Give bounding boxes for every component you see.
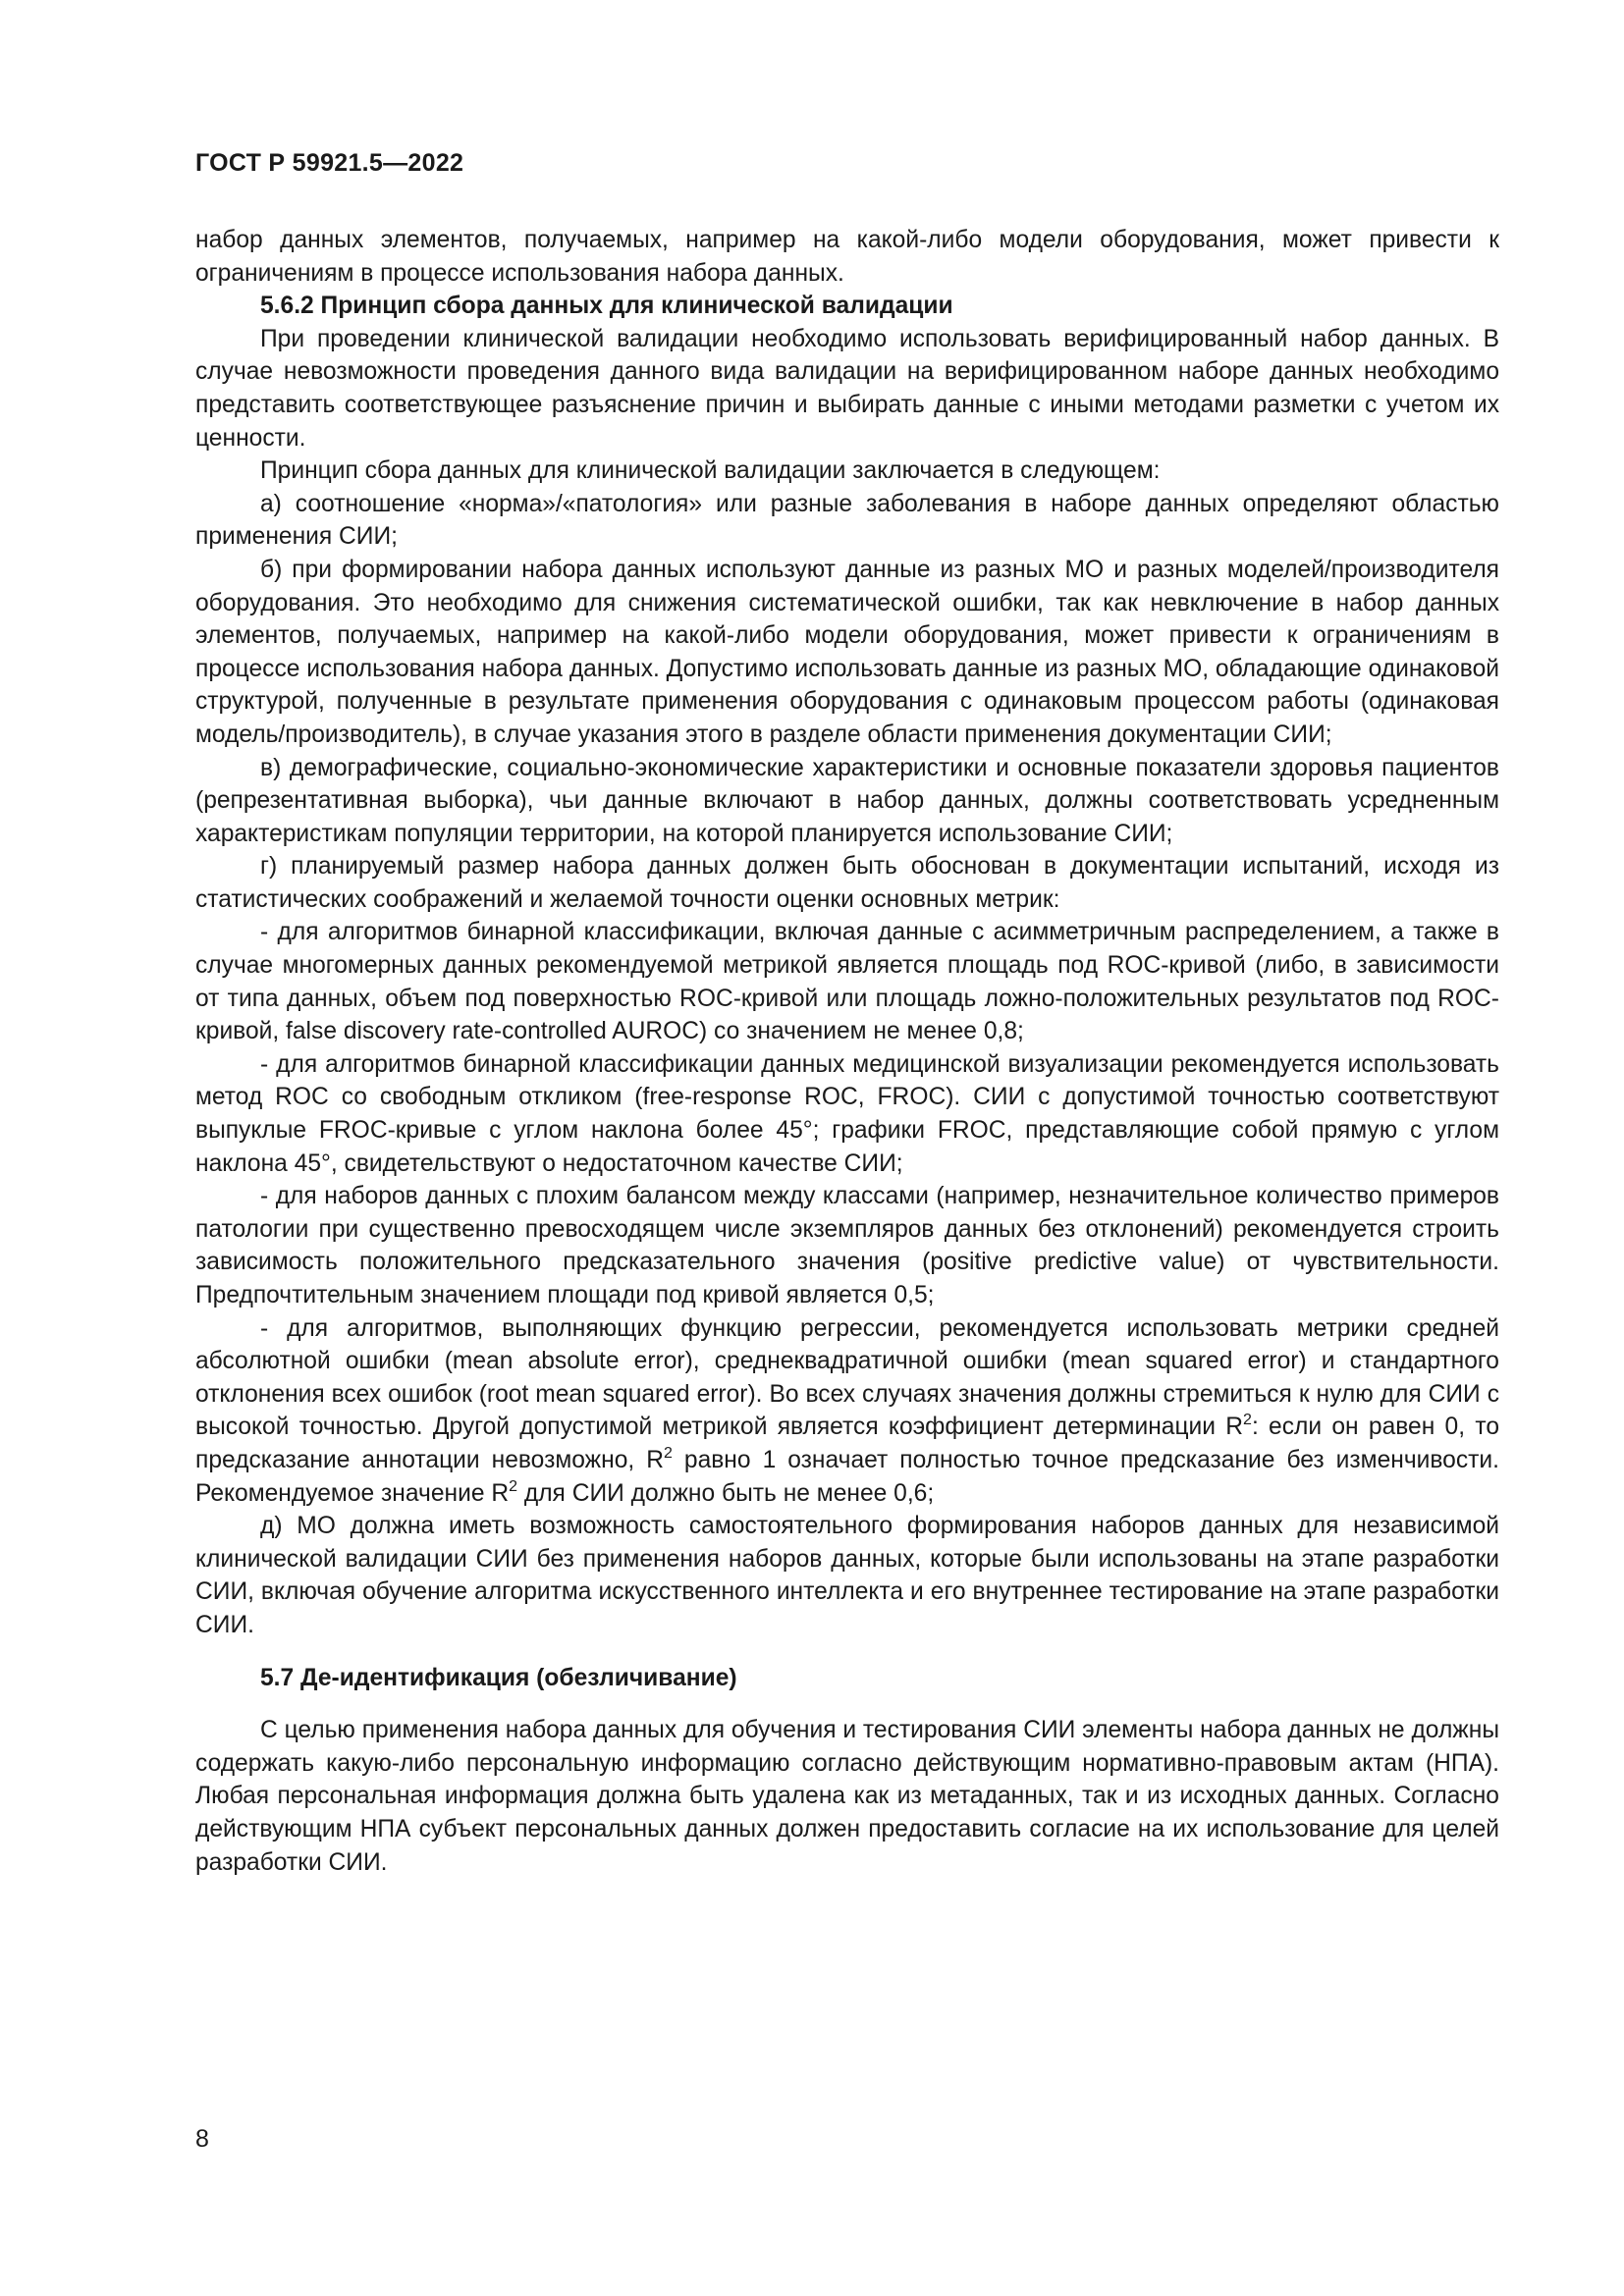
text-run: : если он равен 0, то предсказание аннотации невозможно, R (195, 1414, 1500, 1473)
text-run: для СИИ должно быть не менее 0,6; (517, 1479, 935, 1507)
list-item-a: а) соотношение «норма»/«патология» или разные заболевания в наборе данных определяют областью применения СИИ; (195, 490, 1499, 551)
dash-item-regression (195, 1312, 1499, 1511)
list-item-d: д) МО должна иметь возможность самостоятельного формирования наборов данных для независимой клинической валидации СИИ без применения наборов данных, которые были использованы на этапе разработки СИИ, включая обучение алгоритма искусственного интеллекта и его внутреннее тестирование на этапе разработки СИИ. (195, 1513, 1499, 1638)
paragraph: Принцип сбора данных для клинической валидации заключается в следующем: (260, 457, 1161, 485)
document-page (195, 0, 1499, 2296)
subsection-heading-5-6-2: 5.6.2 Принцип сбора данных для клинической валидации (260, 293, 953, 320)
text-run: равно 1 означает полностью точное предсказание без изменчивости. Рекомендуемое значение R (195, 1446, 1499, 1507)
paragraph: При проведении клинической валидации необходимо использовать верифицированный набор данных. В случае невозможности проведения данного вида валидации на верифицированном наборе данных необходимо представить соответствующее разъяснение причин и выбирать данные с иными методами разметки с учетом их ценности. (195, 325, 1499, 452)
superscript: 2 (1243, 1412, 1252, 1429)
list-item-b: б) при формировании набора данных используют данные из разных МО и разных моделей/производителя оборудования. Это необходимо для снижения систематической ошибки, так как невключение в набор данных элементов, получаемых, например на какой-либо модели оборудования, может привести к ограничениям в процессе использования набора данных. Допустимо использовать данные из разных МО, обладающие одинаковой структурой, полученные в результате применения оборудования с одинаковым процессом работы (одинаковая модель/производитель), в случае указания этого в разделе области применения документации СИИ; (195, 556, 1499, 748)
superscript: 2 (509, 1477, 518, 1495)
section-heading-5-7: 5.7 Де-идентификация (обезличивание) (260, 1664, 737, 1691)
dash-item-imbalanced: - для наборов данных с плохим балансом между классами (например, незначительное количество примеров патологии при существенно превосходящем числе экземпляров данных без отклонений) рекомендуется строить зависимость положительного предсказательного значения (positive predictive value) от чувствительности. Предпочтительным значением площади под кривой является 0,5; (195, 1183, 1499, 1308)
dash-item-froc: - для алгоритмов бинарной классификации данных медицинской визуализации рекомендуется использовать метод ROC со свободным откликом (free-response ROC, FROC). СИИ с допустимой точностью соответствуют выпуклые FROC-кривые с углом наклона более 45°; графики FROC, представляющие собой прямую с углом наклона 45°, свидетельствуют о недостаточном качестве СИИ; (195, 1050, 1499, 1177)
document-body (195, 224, 1499, 1879)
paragraph-continuation: набор данных элементов, получаемых, например на какой-либо модели оборудования, может привести к ограничениям в процессе использования набора данных. (195, 227, 1499, 287)
page-number: 8 (195, 2125, 209, 2153)
list-item-g: г) планируемый размер набора данных должен быть обоснован в документации испытаний, исходя из статистических соображений и желаемой точности оценки основных метрик: (195, 853, 1499, 913)
paragraph: С целью применения набора данных для обучения и тестирования СИИ элементы набора данных не должны содержать какую-либо персональную информацию согласно действующим нормативно-правовым актам (НПА). Любая персональная информация должна быть удалена как из метаданных, так и из исходных данных. Согласно действующим НПА субъект персональных данных должен предоставить согласие на их использование для целей разработки СИИ. (195, 1717, 1499, 1876)
superscript: 2 (663, 1444, 673, 1462)
list-item-v: в) демографические, социально-экономические характеристики и основные показатели здоровья пациентов (репрезентативная выборка), чьи данные включают в набор данных, должны соответствовать усредненным характеристикам популяции территории, на которой планируется использование СИИ; (195, 754, 1499, 847)
dash-item-binary-classification: - для алгоритмов бинарной классификации, включая данные с асимметричным распределением, а также в случае многомерных данных рекомендуемой метрикой является площадь под ROC-кривой (либо, в зависимости от типа данных, объем под поверхностью ROC-кривой или площадь ложно-положительных результатов под ROC-кривой, false discovery rate-controlled AUROC) со значением не менее 0,8; (195, 919, 1499, 1045)
document-header: ГОСТ Р 59921.5—2022 (195, 149, 464, 177)
text-run: - для алгоритмов, выполняющих функцию регрессии, рекомендуется использовать метрики средней абсолютной ошибки (mean absolute error), среднеквадратичной ошибки (mean squared error) и стандартного отклонения всех ошибок (root mean squared error). Во всех случаях значения должны стремиться к нулю для СИИ с высокой точностью. Другой допустимой метрикой является коэффициент детерминации R (195, 1314, 1499, 1441)
